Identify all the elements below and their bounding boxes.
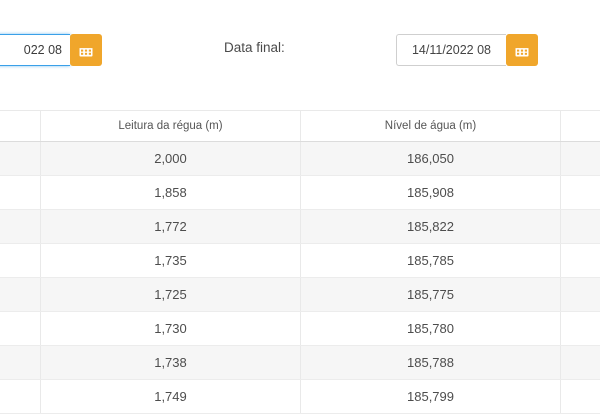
table-header xyxy=(0,111,600,142)
cell-leitura: 1,772 xyxy=(41,210,301,244)
readings-table xyxy=(0,110,600,414)
column-header-blank-left xyxy=(0,111,41,142)
table-row[interactable] xyxy=(0,312,600,346)
table-row[interactable] xyxy=(0,176,600,210)
readings-table-container xyxy=(0,110,600,417)
cell-nivel: 185,780 xyxy=(301,312,561,346)
cell-blank-left xyxy=(0,244,41,278)
final-date-label: Data final: xyxy=(224,40,285,55)
cell-blank-left xyxy=(0,142,41,176)
cell-leitura: 1,738 xyxy=(41,346,301,380)
cell-blank-right xyxy=(561,142,600,176)
cell-blank-left xyxy=(0,346,41,380)
cell-nivel: 185,785 xyxy=(301,244,561,278)
cell-leitura: 1,749 xyxy=(41,380,301,414)
cell-blank-right xyxy=(561,380,600,414)
cell-nivel: 185,775 xyxy=(301,278,561,312)
cell-nivel: 186,050 xyxy=(301,142,561,176)
cell-blank-right xyxy=(561,312,600,346)
cell-blank-right xyxy=(561,244,600,278)
cell-blank-right xyxy=(561,176,600,210)
cell-blank-right xyxy=(561,346,600,380)
cell-leitura: 1,730 xyxy=(41,312,301,346)
table-row[interactable] xyxy=(0,210,600,244)
cell-nivel: 185,799 xyxy=(301,380,561,414)
cell-blank-left xyxy=(0,176,41,210)
column-header-leitura: Leitura da régua (m) xyxy=(41,111,301,142)
table-row[interactable] xyxy=(0,346,600,380)
table-row[interactable] xyxy=(0,380,600,414)
cell-blank-right xyxy=(561,278,600,312)
column-header-blank-right xyxy=(561,111,600,142)
cell-nivel: 185,822 xyxy=(301,210,561,244)
start-date-group xyxy=(0,34,102,66)
calendar-icon xyxy=(514,42,530,58)
table-header-row xyxy=(0,111,600,142)
end-date-input[interactable]: 14/11/2022 08 xyxy=(396,34,506,66)
cell-blank-left xyxy=(0,312,41,346)
cell-leitura: 1,725 xyxy=(41,278,301,312)
cell-blank-right xyxy=(561,210,600,244)
end-calendar-button[interactable] xyxy=(506,34,538,66)
cell-leitura: 1,858 xyxy=(41,176,301,210)
start-calendar-button[interactable] xyxy=(70,34,102,66)
cell-nivel: 185,908 xyxy=(301,176,561,210)
cell-leitura: 1,735 xyxy=(41,244,301,278)
cell-blank-left xyxy=(0,210,41,244)
calendar-icon xyxy=(78,42,94,58)
start-date-input[interactable]: 022 08 xyxy=(0,34,70,66)
table-row[interactable] xyxy=(0,142,600,176)
end-date-group xyxy=(396,34,538,66)
table-body xyxy=(0,142,600,414)
cell-leitura: 2,000 xyxy=(41,142,301,176)
column-header-nivel: Nível de água (m) xyxy=(301,111,561,142)
cell-nivel: 185,788 xyxy=(301,346,561,380)
filter-bar xyxy=(0,0,600,100)
table-row[interactable] xyxy=(0,278,600,312)
cell-blank-left xyxy=(0,380,41,414)
table-row[interactable] xyxy=(0,244,600,278)
cell-blank-left xyxy=(0,278,41,312)
